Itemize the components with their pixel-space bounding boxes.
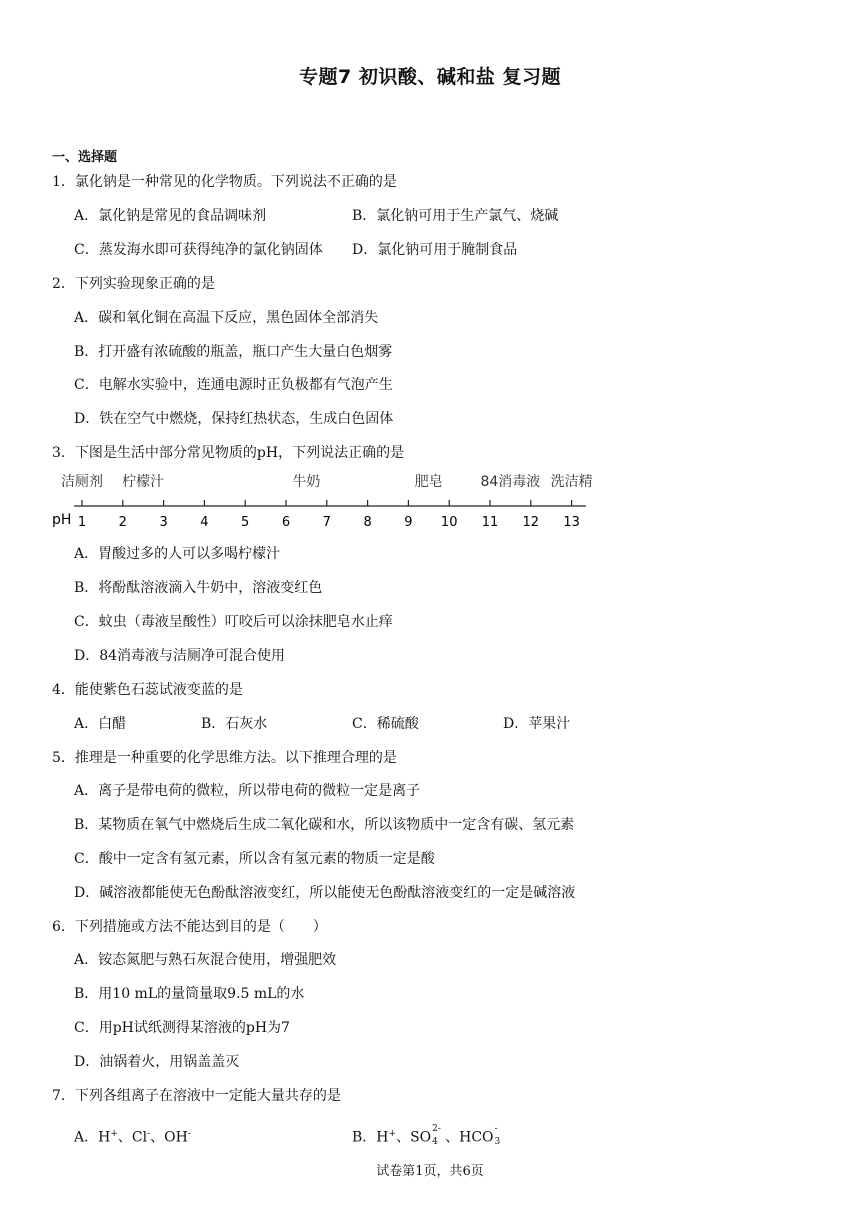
ph-tick-label: 5 (241, 515, 250, 530)
ph-tick-label: 10 (440, 515, 458, 530)
question-7-option-a: A．H+、Cl-、OH- (74, 1129, 191, 1146)
question-2-option-d: D．铁在空气中燃烧，保持红热状态，生成白色固体 (74, 411, 394, 427)
question-2-option-c: C．电解水实验中，连通电源时正负极都有气泡产生 (74, 377, 393, 393)
ion-bicarbonate-subscript: 3 (494, 1136, 501, 1147)
question-1-option-d: D．氯化钠可用于腌制食品 (352, 242, 518, 258)
page-footer: 试卷第1页，共6页 (376, 1164, 484, 1179)
question-4-option-a: A．白醋 (74, 716, 127, 732)
question-4-stem: 4．能使紫色石蕊试液变蓝的是 (52, 682, 243, 698)
ph-tick-label: 11 (481, 515, 499, 530)
page-title: 专题7 初识酸、碱和盐 复习题 (299, 66, 561, 88)
ph-tick-label: 7 (322, 515, 331, 530)
question-6-option-b: B．用10 mL的量筒量取9.5 mL的水 (74, 986, 305, 1002)
question-1-option-a: A．氯化钠是常见的食品调味剂 (74, 208, 267, 224)
option-label: A． (74, 1129, 99, 1146)
question-5-option-d: D．碱溶液都能使无色酚酞溶液变红，所以能使无色酚酞溶液变红的一定是碱溶液 (74, 885, 576, 901)
question-5-stem: 5．推理是一种重要的化学思维方法。以下推理合理的是 (52, 750, 397, 766)
ph-tick-label: 3 (159, 515, 168, 530)
ion-bicarbonate-indices (494, 1123, 503, 1147)
ion-h-charge: + (388, 1129, 397, 1139)
ph-substance-label: 洁厕剂 (61, 474, 103, 490)
question-3-option-a: A．胃酸过多的人可以多喝柠檬汁 (74, 546, 281, 562)
ph-tick-label: 6 (281, 515, 291, 530)
question-3-stem: 3．下图是生活中部分常见物质的pH，下列说法正确的是 (52, 445, 405, 461)
question-4-option-c: C．稀硫酸 (352, 716, 419, 732)
ph-tick-label: 4 (200, 515, 209, 530)
ion-bicarbonate: HCO (459, 1129, 494, 1146)
question-3-option-c: C．蚊虫（毒液呈酸性）叮咬后可以涂抹肥皂水止痒 (74, 614, 393, 630)
ion-cl-charge: - (147, 1129, 151, 1139)
question-2-stem: 2．下列实验现象正确的是 (52, 276, 215, 292)
ph-axis-label: pH (52, 512, 72, 528)
ion-h-charge: + (110, 1129, 118, 1139)
question-5-option-c: C．酸中一定含有氢元素，所以含有氢元素的物质一定是酸 (74, 851, 435, 867)
ion-cl: Cl (131, 1129, 148, 1146)
question-1-stem: 1．氯化钠是一种常见的化学物质。下列说法不正确的是 (52, 174, 397, 190)
ion-sulfate-subscript: 4 (432, 1136, 438, 1147)
ion-bicarbonate-charge: - (494, 1123, 498, 1134)
question-6-option-c: C．用pH试纸测得某溶液的pH为7 (74, 1020, 290, 1036)
ion-sulfate-charge: 2- (432, 1123, 441, 1134)
question-2-option-b: B．打开盛有浓硫酸的瓶盖，瓶口产生大量白色烟雾 (74, 344, 393, 360)
ph-tick-label: 9 (404, 515, 413, 530)
ion-h: H (98, 1129, 111, 1146)
question-6-option-a: A．铵态氮肥与熟石灰混合使用，增强肥效 (74, 952, 337, 968)
question-4-option-b: B．石灰水 (201, 716, 268, 732)
ph-tick-label: 1 (77, 515, 87, 530)
question-1-option-c: C．蒸发海水即可获得纯净的氯化钠固体 (74, 242, 323, 258)
section-heading: 一、选择题 (52, 150, 118, 165)
ph-substance-label: 牛奶 (292, 474, 321, 490)
question-5-option-b: B．某物质在氧气中燃烧后生成二氧化碳和水，所以该物质中一定含有碳、氢元素 (74, 817, 575, 833)
ph-substance-label: 84消毒液 (480, 474, 541, 490)
question-2-option-a: A．碳和氧化铜在高温下反应，黑色固体全部消失 (74, 310, 379, 326)
ph-tick-label: 8 (363, 515, 372, 530)
question-4-option-d: D．苹果汁 (503, 716, 571, 732)
ion-oh-charge: - (187, 1129, 191, 1139)
question-6-stem: 6．下列措施或方法不能达到目的是（ ） (52, 919, 327, 935)
ph-substance-label: 洗洁精 (550, 474, 593, 490)
ph-tick-label: 12 (522, 515, 540, 530)
ph-substance-label: 柠檬汁 (122, 474, 165, 490)
question-3-option-d: D．84消毒液与洁厕净可混合使用 (74, 648, 286, 664)
question-1-option-b: B．氯化钠可用于生产氯气、烧碱 (352, 208, 559, 224)
question-3-option-b: B．将酚酞溶液滴入牛奶中，溶液变红色 (74, 580, 323, 596)
ph-substance-label: 肥皂 (414, 474, 443, 490)
ph-tick-label: 13 (563, 515, 580, 530)
question-7-stem: 7．下列各组离子在溶液中一定能大量共存的是 (52, 1088, 341, 1104)
ion-h: H (376, 1129, 389, 1146)
ion-sulfate-indices (432, 1123, 444, 1147)
option-label: B． (352, 1129, 377, 1146)
ion-sulfate: SO (410, 1129, 432, 1146)
question-5-option-a: A．离子是带电荷的微粒，所以带电荷的微粒一定是离子 (74, 783, 421, 799)
ph-scale-figure (48, 466, 608, 534)
ion-oh: OH (164, 1129, 188, 1146)
ph-tick-label: 2 (118, 515, 127, 530)
question-6-option-d: D．油锅着火，用锅盖盖灭 (74, 1054, 240, 1070)
question-7-option-b: B．H+、SO 2- 4 、HCO - 3 (352, 1125, 504, 1147)
